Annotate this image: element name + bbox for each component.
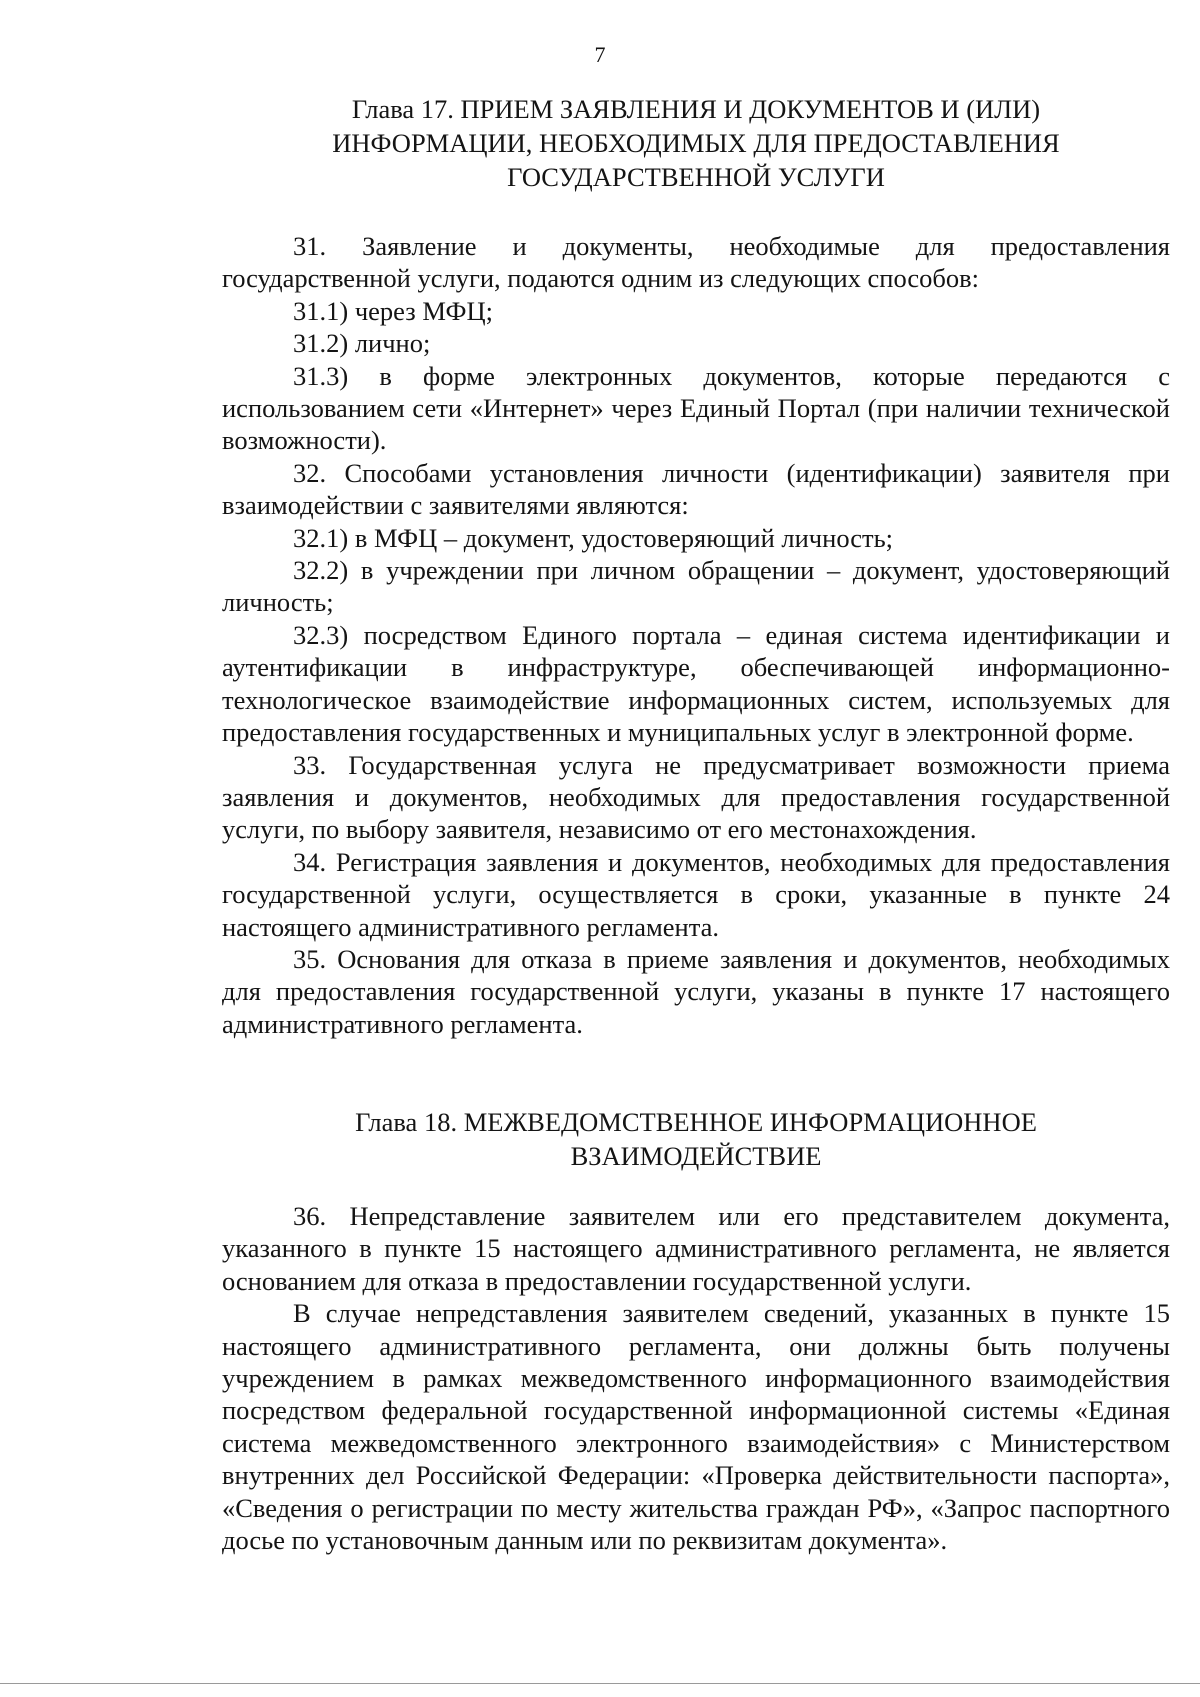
paragraph-36: 36. Непредставление заявителем или его представителем документа, указанного в пункте 15 настоящего административного регламента, не является основанием для отказа в предоставлении государственной услуги.: [222, 1201, 1170, 1296]
paragraph-33: 33. Государственная услуга не предусматривает возможности приема заявления и документов, необходимых для предоставления государственной услуги, по выбору заявителя, независимо от его местонахождения.: [222, 749, 1170, 845]
paragraph-32: 32. Способами установления личности (идентификации) заявителя при взаимодействии с заявителями являются:: [222, 457, 1170, 521]
chapter-18-body: [222, 1200, 1170, 1556]
chapter-heading-line: Глава 17. ПРИЕМ ЗАЯВЛЕНИЯ И ДОКУМЕНТОВ И (ИЛИ): [351, 94, 1041, 124]
page-number: 7: [594, 42, 606, 67]
paragraph-32-1: 32.1) в МФЦ – документ, удостоверяющий личность;: [293, 522, 894, 553]
chapter-18-heading: [222, 1105, 1170, 1173]
paragraph-32-3: 32.3) посредством Единого портала – единая система идентификации и аутентификации в инфраструктуре, обеспечивающей информационно-технологическое взаимодействие информационных систем, используемых для предоставления государственных и муниципальных услуг в электронной форме.: [222, 619, 1170, 748]
paragraph-31-1: 31.1) через МФЦ;: [293, 295, 493, 326]
page-bottom-edge: [0, 1683, 1200, 1684]
chapter-heading-line: Глава 18. МЕЖВЕДОМСТВЕННОЕ ИНФОРМАЦИОННОЕ: [355, 1107, 1037, 1137]
chapter-heading-line: ИНФОРМАЦИИ, НЕОБХОДИМЫХ ДЛЯ ПРЕДОСТАВЛЕНИЯ: [332, 128, 1060, 158]
paragraph-35: 35. Основания для отказа в приеме заявления и документов, необходимых для предоставления государственной услуги, указаны в пункте 17 настоящего административного регламента.: [222, 943, 1170, 1039]
paragraph-31-2: 31.2) лично;: [293, 328, 431, 359]
chapter-heading-line: ВЗАИМОДЕЙСТВИЕ: [570, 1141, 822, 1171]
chapter-17-body: [222, 230, 1170, 1040]
chapter-heading-line: ГОСУДАРСТВЕННОЙ УСЛУГИ: [507, 162, 885, 192]
paragraph-31: 31. Заявление и документы, необходимые для предоставления государственной услуги, подаются одним из следующих способов:: [222, 231, 1170, 294]
chapter-17-heading: [222, 92, 1170, 194]
paragraph-34: 34. Регистрация заявления и документов, необходимых для предоставления государственной услуги, осуществляется в сроки, указанные в пункте 24 настоящего административного регламента.: [222, 846, 1170, 942]
paragraph-32-2: 32.2) в учреждении при личном обращении – документ, удостоверяющий личность;: [222, 555, 1170, 618]
paragraph-36-continued: В случае непредставления заявителем сведений, указанных в пункте 15 настоящего административного регламента, они должны быть получены учреждением в рамках межведомственного информационного взаимодействия посредством федеральной государственной информационной системы «Единая система межведомственного электронного взаимодействия» с Министерством внутренних дел Российской Федерации: «Проверка действительности паспорта», «Сведения о регистрации по месту жительства граждан РФ», «Запрос паспортного досье по установочным данным или по реквизитам документа».: [222, 1298, 1170, 1556]
paragraph-31-3: 31.3) в форме электронных документов, которые передаются с использованием сети «Интернет» через Единый Портал (при наличии технической возможности).: [222, 360, 1170, 456]
